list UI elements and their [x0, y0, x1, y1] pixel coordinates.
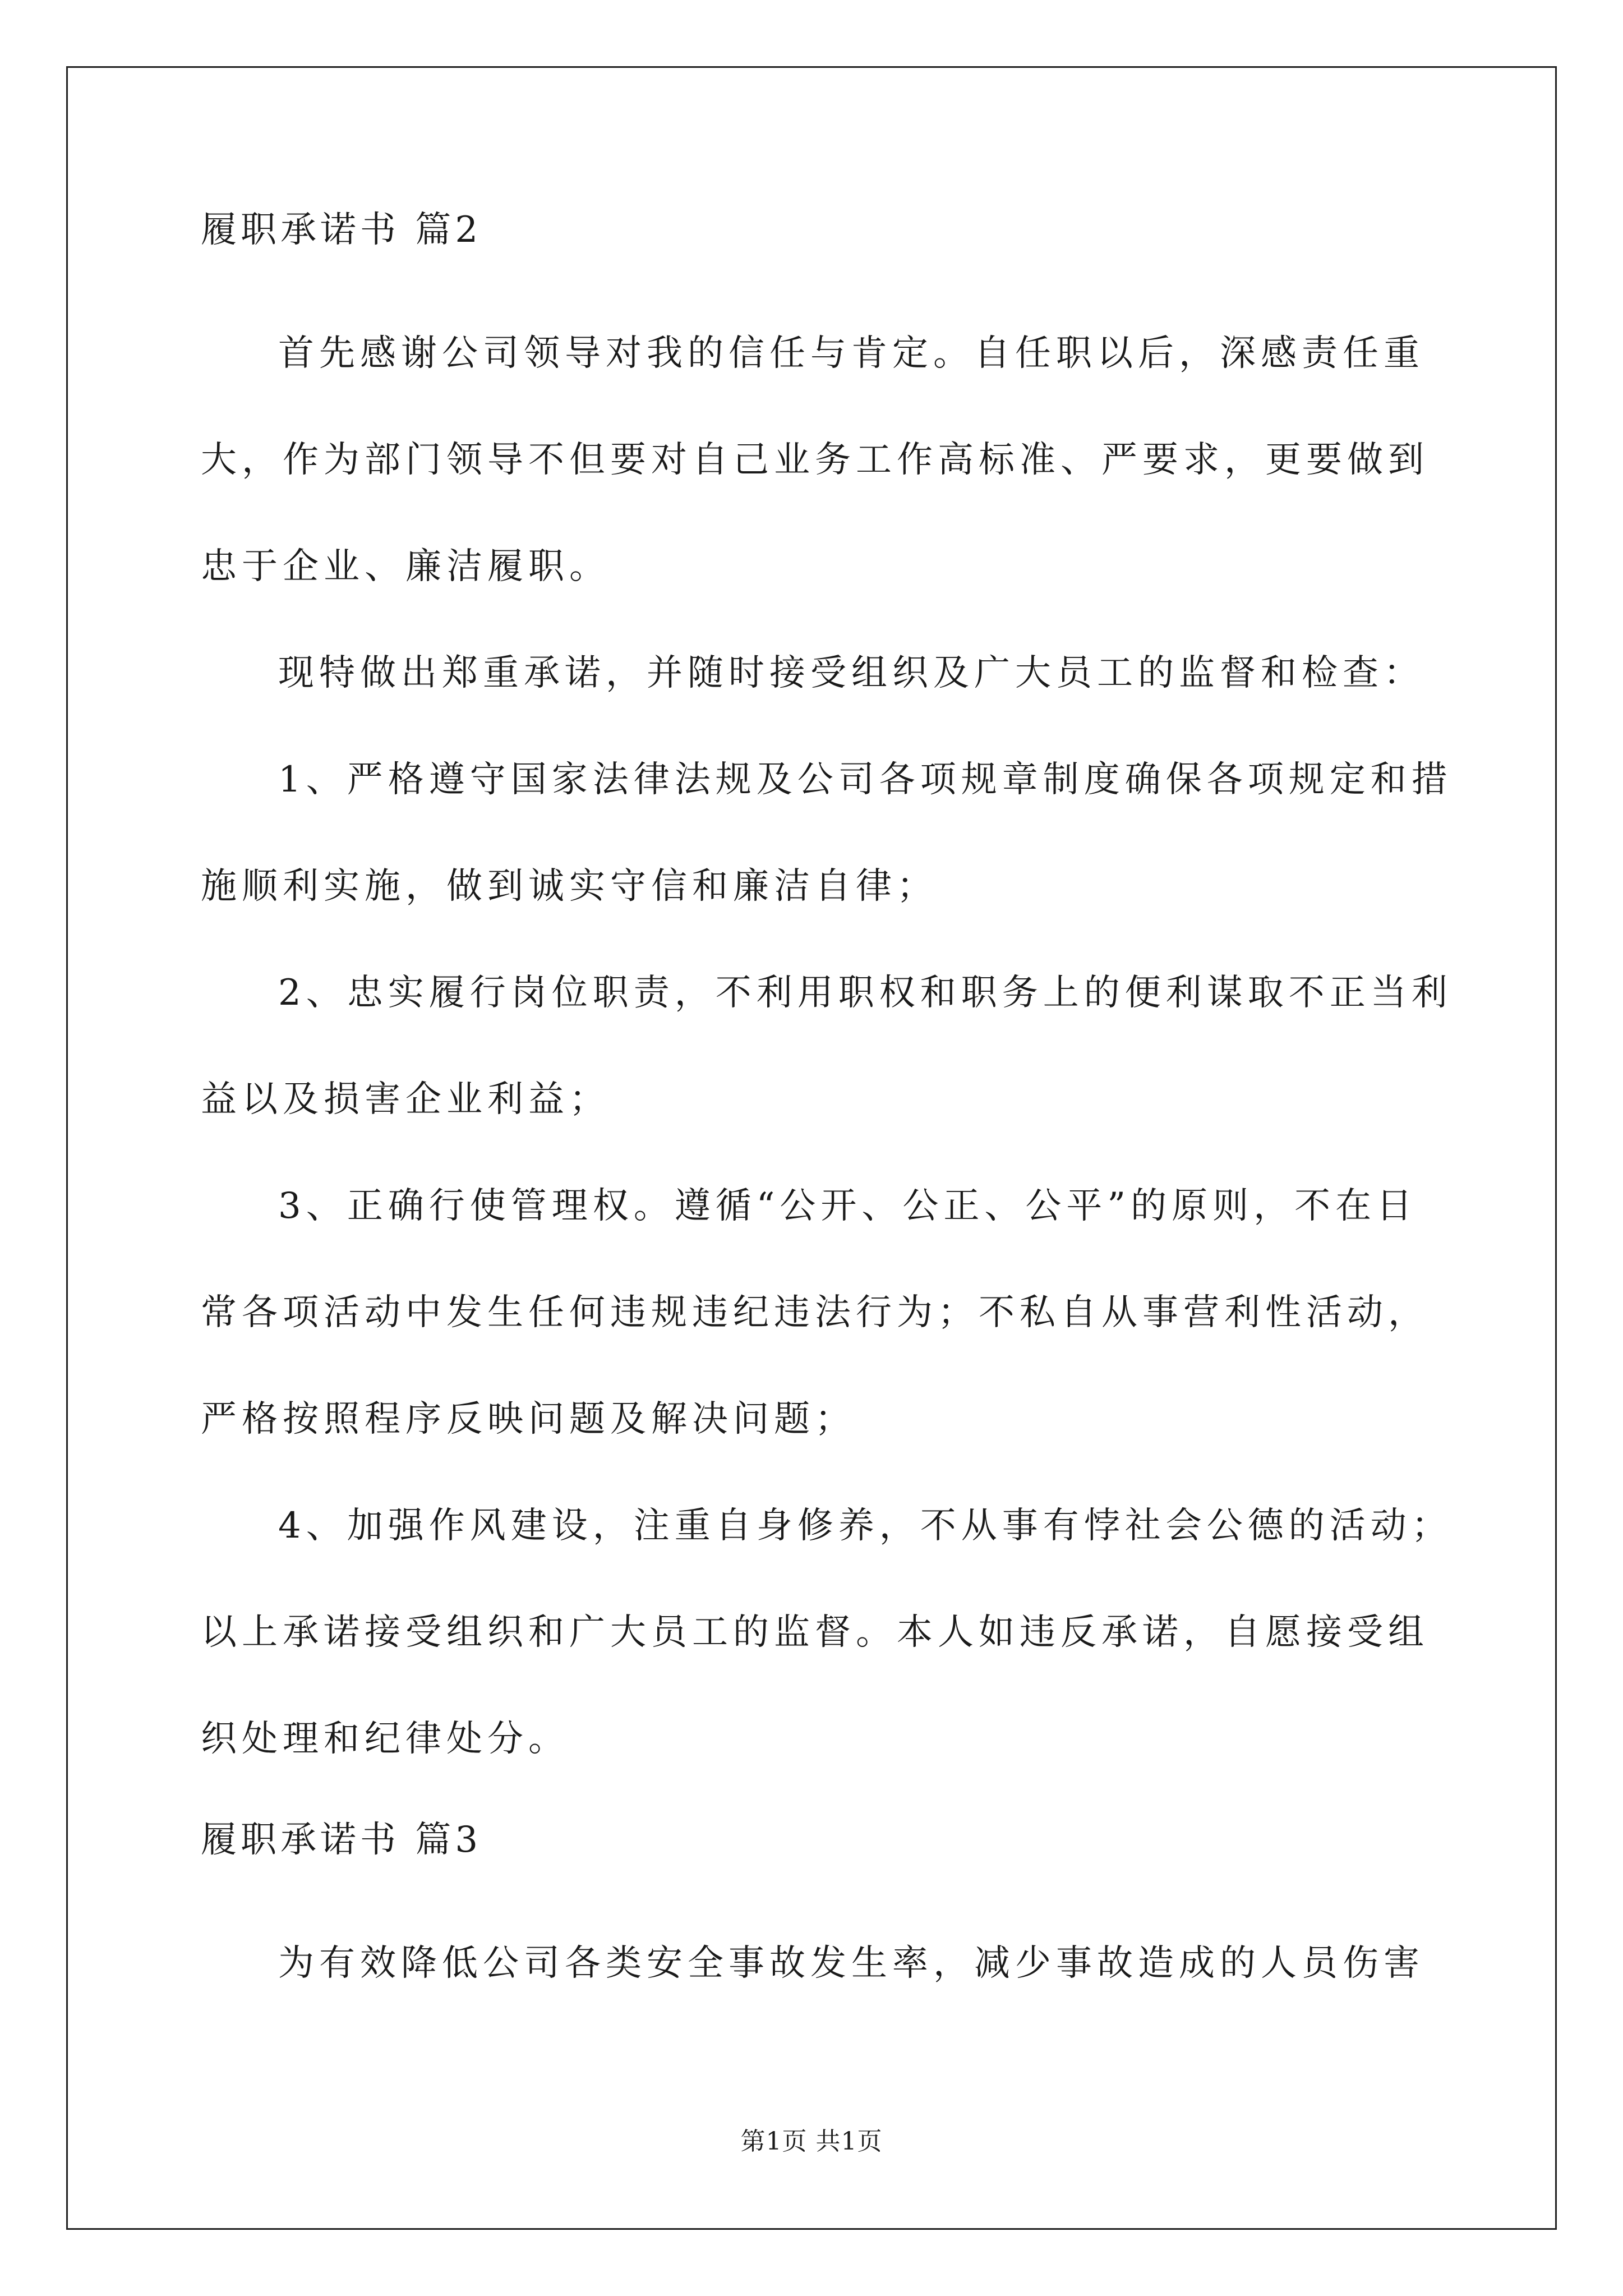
paragraph-line: 大，作为部门领导不但要对自己业务工作高标准、严要求，更要做到 — [201, 439, 1429, 481]
paragraph-line: 常各项活动中发生任何违规违纪违法行为；不私自从事营利性活动， — [201, 1292, 1429, 1333]
paragraph-line: 忠于企业、廉洁履职。 — [201, 546, 610, 587]
paragraph-line: 益以及损害企业利益； — [201, 1079, 610, 1120]
paragraph-line: 施顺利实施，做到诚实守信和廉洁自律； — [201, 866, 938, 907]
paragraph-line: 现特做出郑重承诺，并随时接受组织及广大员工的监督和检查： — [278, 652, 1424, 694]
paragraph-line: 织处理和纪律处分。 — [201, 1718, 569, 1760]
page-number-footer: 第1页 共1页 — [740, 2127, 883, 2156]
paragraph-line: 4、加强作风建设，注重自身修养，不从事有悖社会公德的活动； — [278, 1505, 1453, 1547]
page-border — [66, 66, 1557, 2230]
paragraph-line: 首先感谢公司领导对我的信任与肯定。自任职以后，深感责任重 — [278, 333, 1424, 374]
paragraph-line: 严格按照程序反映问题及解决问题； — [201, 1398, 856, 1440]
paragraph-line: 1、严格遵守国家法律法规及公司各项规章制度确保各项规定和措 — [278, 759, 1453, 800]
section-heading: 履职承诺书 篇3 — [201, 1819, 482, 1861]
section-heading: 履职承诺书 篇2 — [201, 209, 482, 251]
paragraph-line: 3、正确行使管理权。遵循“公开、公正、公平”的原则，不在日 — [278, 1185, 1418, 1227]
paragraph-line: 为有效降低公司各类安全事故发生率，减少事故造成的人员伤害 — [278, 1943, 1424, 1984]
paragraph-line: 2、忠实履行岗位职责，不利用职权和职务上的便利谋取不正当利 — [278, 972, 1453, 1014]
paragraph-line: 以上承诺接受组织和广大员工的监督。本人如违反承诺，自愿接受组 — [201, 1612, 1429, 1653]
